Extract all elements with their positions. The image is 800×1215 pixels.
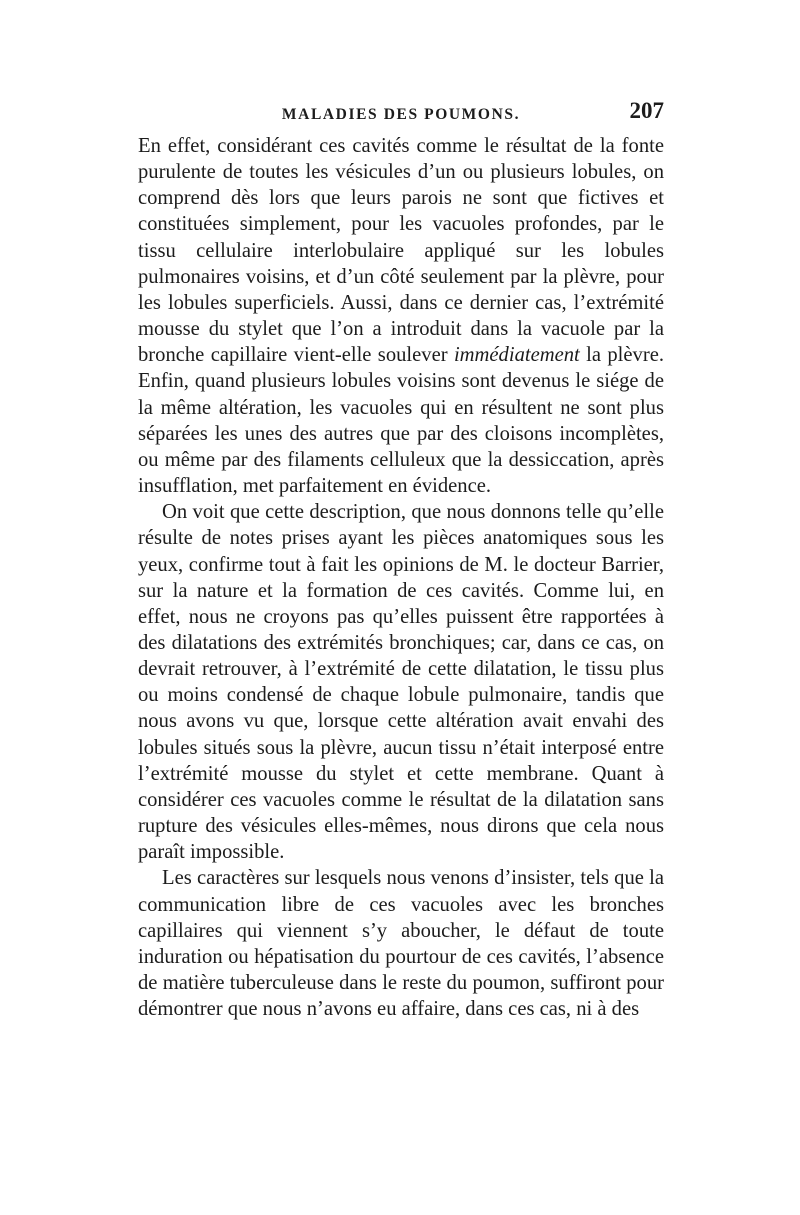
body-text [138, 133, 664, 1022]
running-head [138, 98, 664, 132]
paragraph-3: Les caractères sur lesquels nous venons d’insister, tels que la communication libre de ces vacuoles avec les bronches capillaires qui viennent s’y aboucher, le défaut de toute induration ou hépatisation du pourtour de ces cavités, l’absence de matière tuberculeuse dans le reste du poumon, suffiront pour démontrer que nous n’avons eu affaire, dans ces cas, ni à des [138, 867, 664, 1021]
paragraph-2: On voit que cette description, que nous donnons telle qu’elle résulte de notes prises ayant les pièces anatomiques sous les yeux, confirme tout à fait les opinions de M. le docteur Barrier, sur la nature et la formation de ces cavités. Comme lui, en effet, nous ne croyons pas qu’elles puissent être rapportées à des dilatations des extrémités bronchiques; car, dans ce cas, on devrait retrouver, à l’extrémité de cette dilatation, le tissu plus ou moins condensé de chaque lobule pulmonaire, tandis que nous avons vu que, lorsque cette altération avait envahi des lobules situés sous la plèvre, aucun tissu n’était interposé entre l’extrémité mousse du stylet et cette membrane. Quant à considérer ces vacuoles comme le résultat de la dilatation sans rupture des vésicules elles-mêmes, nous dirons que cela nous paraît impossible. [138, 501, 664, 864]
paragraph-1-text: En effet, considérant ces cavités comme le résultat de la fonte purulente de toutes les vésicules d’un ou plusieurs lobules, on comprend dès lors que leurs parois ne sont que fictives et constituées simplement, pour les vacuoles profondes, par le tissu cellulaire interlobulaire appliqué sur les lobules pulmonaires voisins, et d’un côté seulement par la plèvre, pour les lobules superficiels. Aussi, dans ce dernier cas, l’extrémité mousse du stylet que l’on a introduit dans la vacuole par la bronche capillaire vient-elle soulever [138, 135, 664, 367]
paragraph-1 [138, 133, 664, 499]
paragraph-1-text-continued: la plèvre. Enfin, quand plusieurs lobules voisins sont devenus le siége de la même altération, les vacuoles qui en résultent ne sont plus séparées les unes des autres que par des cloisons incomplètes, ou même par des filaments celluleux que la dessiccation, après insufflation, met parfaitement en évidence. [138, 344, 664, 498]
page-number: 207 [629, 98, 664, 123]
emphasis-immediatement: immédiatement [453, 344, 580, 367]
running-title: MALADIES DES POUMONS. [281, 106, 521, 123]
